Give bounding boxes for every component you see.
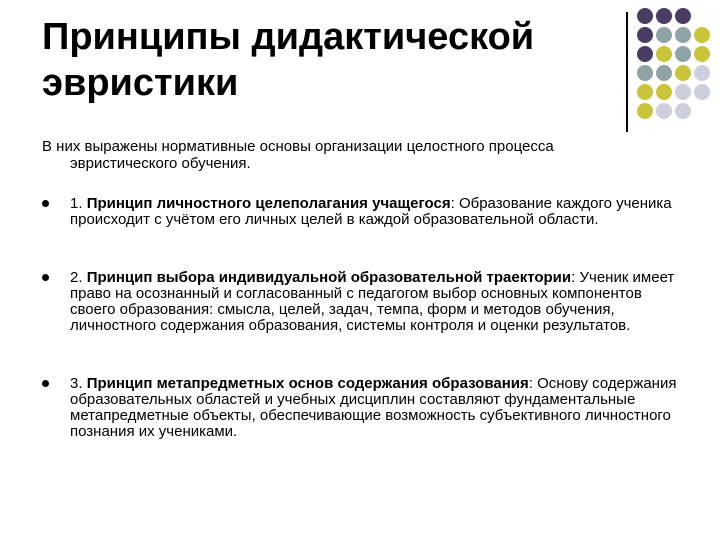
decor-dot [656, 46, 672, 62]
item-description: : Образование каждого ученика происходит с учётом его личных целей в каждой образовательной области. [70, 195, 672, 228]
decor-dot [637, 46, 653, 62]
list-item-2 [42, 270, 682, 334]
intro-line-2: эвристического обучения. [70, 155, 251, 172]
bullet-icon [42, 200, 49, 207]
decor-dot [637, 27, 653, 43]
decor-dot [694, 46, 710, 62]
bullet-icon [42, 380, 49, 387]
intro-line-1: В них выражены нормативные основы организации целостного процесса [42, 138, 554, 155]
item-heading: Принцип личностного целеполагания учащегося [86, 195, 451, 212]
decor-dot [694, 65, 710, 81]
decor-dot [637, 8, 653, 24]
decor-dot [675, 103, 691, 119]
title-divider [626, 12, 628, 132]
list-item-1 [42, 196, 682, 228]
decor-dot [637, 84, 653, 100]
decor-dot [656, 84, 672, 100]
item-number: 1. [70, 195, 83, 212]
list-item-3 [42, 376, 682, 440]
intro-paragraph [42, 138, 662, 172]
item-number: 2. [70, 269, 83, 286]
item-number: 3. [70, 375, 83, 392]
slide-title: Принципы дидактической эвристики [42, 16, 535, 104]
decor-dot [694, 27, 710, 43]
decor-dot [656, 103, 672, 119]
decor-dot [694, 84, 710, 100]
decor-dot [656, 65, 672, 81]
item-heading: Принцип метапредметных основ содержания образования [86, 375, 529, 392]
decor-dot [656, 8, 672, 24]
bullet-icon [42, 274, 49, 281]
decor-dot [675, 27, 691, 43]
decor-dot [637, 103, 653, 119]
decor-dot [675, 8, 691, 24]
decor-dot [675, 46, 691, 62]
decor-dot [675, 84, 691, 100]
item-description: : Ученик имеет право на осознанный и согласованный с педагогом выбор основных компонентов своего образования: смысла, целей, задач, темпа, форм и методов обучения, личностного содержания образования, системы контроля и оценки результатов. [70, 269, 675, 334]
decor-dot [637, 65, 653, 81]
item-heading: Принцип выбора индивидуальной образовательной траектории [86, 269, 572, 286]
decor-dot [656, 27, 672, 43]
decor-dot [675, 65, 691, 81]
item-description: : Основу содержания образовательных областей и учебных дисциплин составляют фундаментальные метапредметные объекты, обеспечивающие возможность субъективного личностного познания их учениками. [70, 375, 677, 440]
